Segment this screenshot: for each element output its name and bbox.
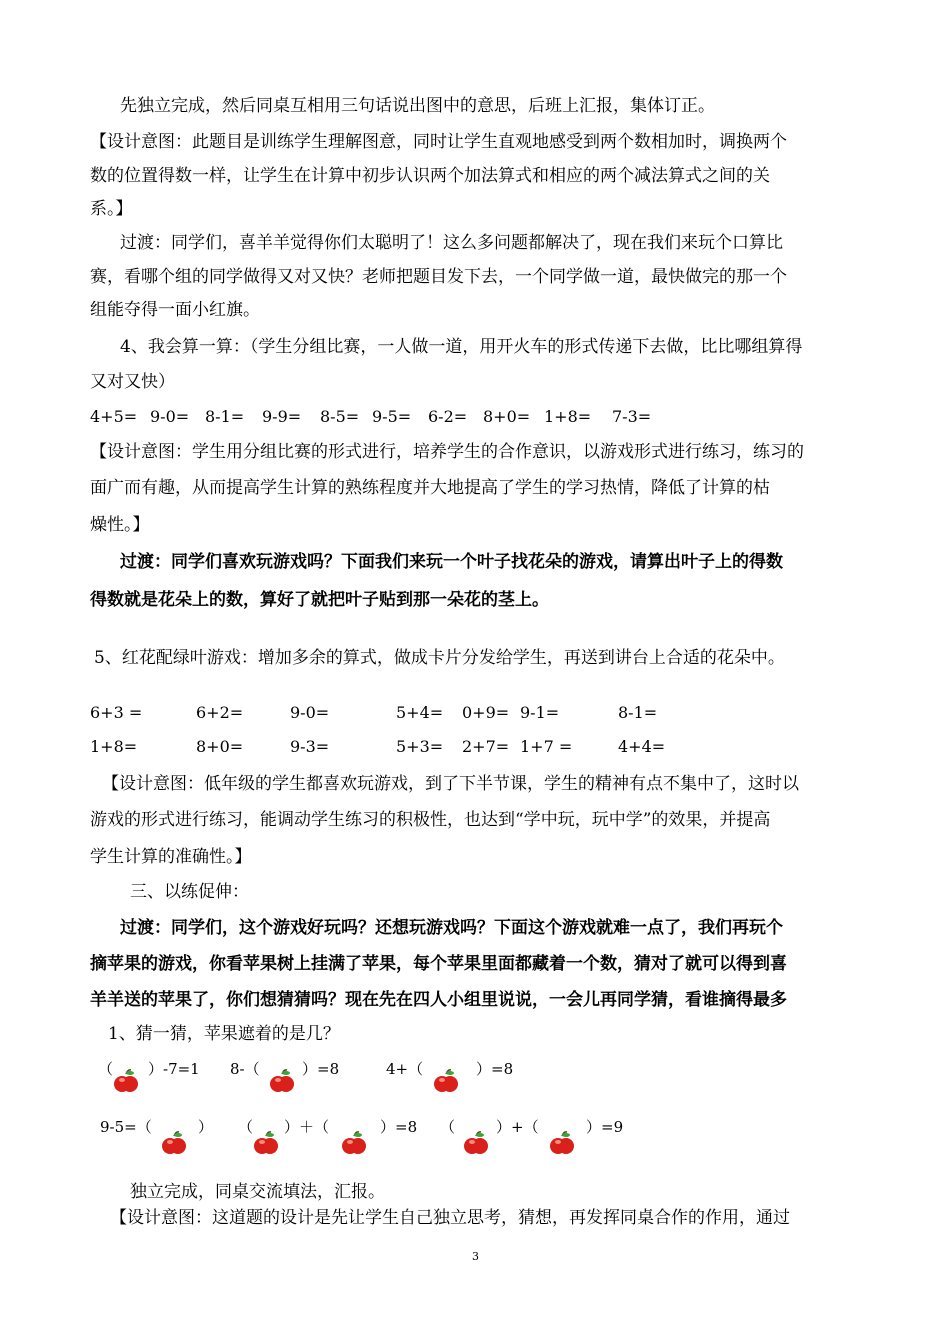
equation: 1+8= bbox=[90, 737, 138, 756]
apple-icon bbox=[462, 1130, 490, 1158]
bracket: （ bbox=[238, 1118, 254, 1136]
apple-icon bbox=[432, 1068, 460, 1096]
text-line: 得数就是花朵上的数，算好了就把叶子贴到那一朵花的茎上。 bbox=[90, 590, 549, 610]
apple-icon bbox=[340, 1130, 368, 1158]
equation: 4+4= bbox=[618, 737, 666, 756]
equation: 9-9= bbox=[262, 407, 302, 426]
text-line: 组能夺得一面小红旗。 bbox=[90, 300, 260, 320]
text-line: 1、猜一猜，苹果遮着的是几？ bbox=[108, 1024, 340, 1044]
equation: 8+0= bbox=[196, 737, 244, 756]
text-line: 系。】 bbox=[90, 199, 133, 219]
equation: ）＋（ bbox=[284, 1118, 330, 1136]
apple-icon bbox=[160, 1130, 188, 1158]
text-line: 5、红花配绿叶游戏：增加多余的算式，做成卡片分发给学生，再送到讲台上合适的花朵中。 bbox=[94, 648, 785, 668]
equation: 5+3= bbox=[396, 737, 444, 756]
equation: 2+7= bbox=[462, 737, 510, 756]
text-line: 【设计意图：这道题的设计是先让学生自己独立思考，猜想，再发挥同桌合作的作用，通过 bbox=[110, 1208, 790, 1228]
equation: ）-7=1 bbox=[148, 1060, 200, 1078]
equation: 7-3= bbox=[612, 407, 652, 426]
equation: 8-5= bbox=[320, 407, 360, 426]
equation: ）=8 bbox=[380, 1118, 418, 1136]
equation: 9-0= bbox=[290, 703, 330, 722]
text-line: 数的位置得数一样，让学生在计算中初步认识两个加法算式和相应的两个减法算式之间的关 bbox=[90, 166, 770, 186]
equation: 1+7 = bbox=[520, 737, 573, 756]
apple-icon bbox=[112, 1068, 140, 1096]
apple-icon bbox=[268, 1068, 296, 1096]
equation: 8-1= bbox=[618, 703, 658, 722]
section-heading: 三、以练促伸： bbox=[130, 882, 249, 902]
equation: 9-0= bbox=[150, 407, 190, 426]
text-line: 游戏的形式进行练习，能调动学生练习的积极性，也达到“学中玩，玩中学”的效果，并提高 bbox=[90, 810, 771, 830]
text-line: 【设计意图：学生用分组比赛的形式进行，培养学生的合作意识，以游戏形式进行练习，练习的 bbox=[90, 442, 804, 462]
equation: 8-（ bbox=[230, 1060, 260, 1078]
apple-icon bbox=[548, 1130, 576, 1158]
equation: 8+0= bbox=[483, 407, 531, 426]
equation: 8-1= bbox=[205, 407, 245, 426]
text-line: 过渡：同学们喜欢玩游戏吗？下面我们来玩一个叶子找花朵的游戏，请算出叶子上的得数 bbox=[120, 552, 783, 572]
text-line: 羊羊送的苹果了，你们想猜猜吗？现在先在四人小组里说说，一会儿再同学猜，看谁摘得最多 bbox=[90, 990, 787, 1010]
equation: 9-5= bbox=[372, 407, 412, 426]
text-line: 过渡：同学们，这个游戏好玩吗？还想玩游戏吗？下面这个游戏就难一点了，我们再玩个 bbox=[120, 918, 783, 938]
text-line: 面广而有趣，从而提高学生计算的熟练程度并大地提高了学生的学习热情，降低了计算的枯 bbox=[90, 478, 770, 498]
equation: 4+5= bbox=[90, 407, 138, 426]
equation: 1+8= bbox=[544, 407, 592, 426]
text-line: 赛，看哪个组的同学做得又对又快？老师把题目发下去，一个同学做一道，最快做完的那一个 bbox=[90, 267, 787, 287]
equation: 9-3= bbox=[290, 737, 330, 756]
equation: ）=8 bbox=[476, 1060, 514, 1078]
equation: 6+3 = bbox=[90, 703, 143, 722]
text-line: 【设计意图：此题目是训练学生理解图意，同时让学生直观地感受到两个数相加时，调换两个 bbox=[90, 132, 787, 152]
bracket: ） bbox=[198, 1118, 214, 1136]
equation: 4+（ bbox=[386, 1060, 424, 1078]
text-line: 【设计意图：低年级的学生都喜欢玩游戏，到了下半节课，学生的精神有点不集中了，这时以 bbox=[102, 774, 799, 794]
bracket: （ bbox=[440, 1118, 456, 1136]
text-line: 4、我会算一算：（学生分组比赛，一人做一道，用开火车的形式传递下去做，比比哪组算得 bbox=[120, 337, 803, 357]
equation: ）+（ bbox=[496, 1118, 539, 1136]
equation: 6-2= bbox=[428, 407, 468, 426]
text-line: 又对又快） bbox=[90, 372, 175, 392]
equation: 9-1= bbox=[520, 703, 560, 722]
text-line: 摘苹果的游戏，你看苹果树上挂满了苹果，每个苹果里面都藏着一个数，猜对了就可以得到喜 bbox=[90, 954, 787, 974]
equation: 0+9= bbox=[462, 703, 510, 722]
text-line: 独立完成，同桌交流填法，汇报。 bbox=[130, 1182, 385, 1202]
bracket: （ bbox=[98, 1060, 114, 1078]
equation: ）=9 bbox=[586, 1118, 624, 1136]
equation: 9-5=（ bbox=[100, 1118, 152, 1136]
text-line: 学生计算的准确性。】 bbox=[90, 847, 252, 867]
text-line: 燥性。】 bbox=[90, 515, 150, 535]
equation: ）=8 bbox=[302, 1060, 340, 1078]
text-line: 过渡：同学们，喜羊羊觉得你们太聪明了！这么多问题都解决了，现在我们来玩个口算比 bbox=[120, 233, 783, 253]
equation: 5+4= bbox=[396, 703, 444, 722]
page-number: 3 bbox=[472, 1250, 479, 1263]
apple-icon bbox=[252, 1130, 280, 1158]
text-line: 先独立完成，然后同桌互相用三句话说出图中的意思，后班上汇报，集体订正。 bbox=[120, 96, 715, 116]
equation: 6+2= bbox=[196, 703, 244, 722]
